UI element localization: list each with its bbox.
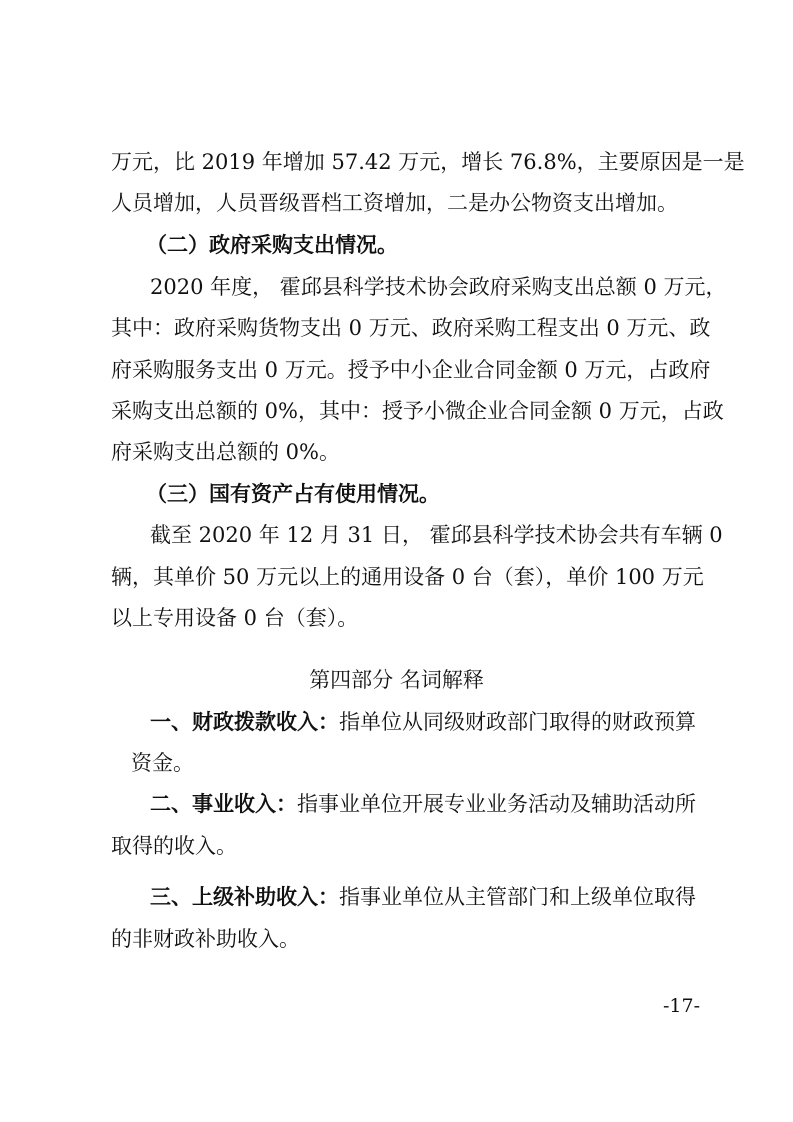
term-definition-line <box>150 789 696 819</box>
paragraph-line: 府采购支出总额的 0%。 <box>111 440 340 464</box>
paragraph-line: 截至 2020 年 12 月 31 日， 霍邱县科学技术协会共有车辆 0 <box>150 523 723 547</box>
paragraph-line: 万元，比 2019 年增加 57.42 万元，增长 76.8%，主要原因是一是 <box>111 150 745 174</box>
subsection-heading: （三）国有资产占有使用情况。 <box>146 482 440 506</box>
term-label: 二、事业收入： <box>150 792 297 816</box>
paragraph-line: 府采购服务支出 0 万元。授予中小企业合同金额 0 万元，占政府 <box>111 358 711 382</box>
paragraph-line: 资金。 <box>131 751 194 775</box>
term-text: 指事业单位开展专业业务活动及辅助活动所 <box>297 792 696 816</box>
paragraph-line: 2020 年度， 霍邱县科学技术协会政府采购支出总额 0 万元， <box>150 275 727 299</box>
section-heading: 第四部分 名词解释 <box>309 668 484 692</box>
term-text: 指单位从同级财政部门取得的财政预算 <box>339 710 696 734</box>
paragraph-line: 人员增加，人员晋级晋档工资增加，二是办公物资支出增加。 <box>111 191 678 215</box>
term-label: 一、财政拨款收入： <box>150 710 339 734</box>
paragraph-line: 其中：政府采购货物支出 0 万元、政府采购工程支出 0 万元、政 <box>111 316 711 340</box>
paragraph-line: 取得的收入。 <box>111 834 237 858</box>
term-label: 三、上级补助收入： <box>150 885 339 909</box>
paragraph-line: 采购支出总额的 0%，其中：授予小微企业合同金额 0 万元，占政 <box>111 399 724 423</box>
term-definition-line <box>150 882 696 912</box>
page-number: -17- <box>662 995 700 1017</box>
term-text: 指事业单位从主管部门和上级单位取得 <box>339 885 696 909</box>
subsection-heading: （二）政府采购支出情况。 <box>146 233 398 257</box>
term-definition-line <box>150 707 696 737</box>
paragraph-line: 的非财政补助收入。 <box>111 927 300 951</box>
paragraph-line: 辆，其单价 50 万元以上的通用设备 0 台（套），单价 100 万元 <box>111 565 704 589</box>
paragraph-line: 以上专用设备 0 台（套）。 <box>111 606 359 630</box>
